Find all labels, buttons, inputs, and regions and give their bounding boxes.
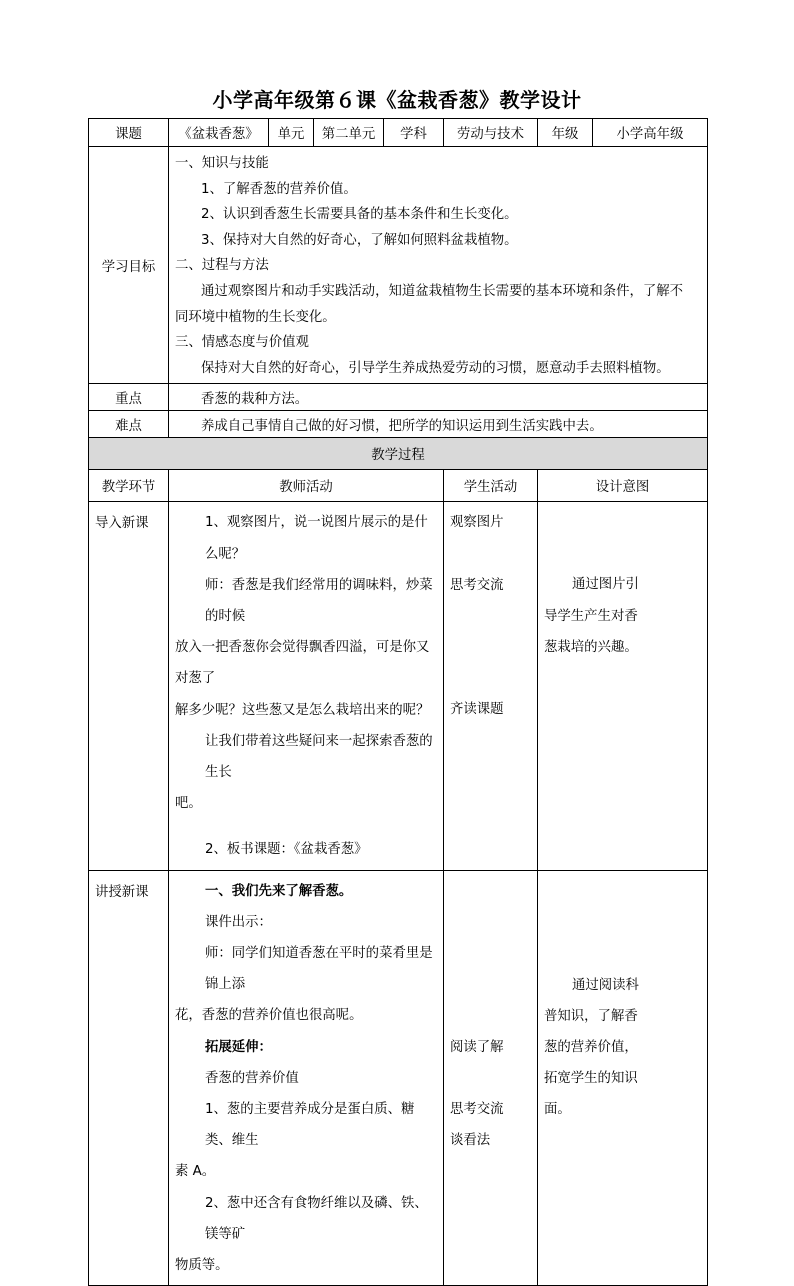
lesson-student-1: 阅读了解 <box>450 1039 504 1055</box>
lesson-teacher-line-7: 1、葱的主要营养成分是蛋白质、糖类、维生 <box>205 1102 415 1149</box>
course-label: 课题 <box>89 119 169 147</box>
unit-label: 单元 <box>269 119 314 147</box>
intro-row <box>89 502 708 870</box>
unit-value: 第二单元 <box>314 119 384 147</box>
lesson-teacher-line-3: 师：同学们知道香葱在平时的菜肴里是锦上添 <box>205 945 433 993</box>
intro-teacher-line-6: 吧。 <box>175 796 202 812</box>
lesson-plan-table <box>88 118 708 1286</box>
lesson-teacher-line-10: 物质等。 <box>175 1258 229 1274</box>
difficulty-value: 养成自己事情自己做的好习惯，把所学的知识运用到生活实践中去。 <box>169 411 708 438</box>
col-stage: 教学环节 <box>89 470 169 502</box>
subject-label: 学科 <box>384 119 444 147</box>
lesson-student-2: 思考交流 <box>450 1101 504 1117</box>
process-band-row <box>89 438 708 470</box>
lesson-student <box>444 870 538 1286</box>
page-title: 小学高年级第６课《盆栽香葱》教学设计 <box>212 88 582 112</box>
goals-content <box>169 147 708 384</box>
lesson-teacher <box>169 870 444 1286</box>
lesson-stage: 讲授新课 <box>89 870 169 1286</box>
col-student: 学生活动 <box>444 470 538 502</box>
intro-teacher-line-5: 让我们带着这些疑问来一起探索香葱的生长 <box>205 733 433 780</box>
grade-label: 年级 <box>538 119 593 147</box>
goals-process-text: 通过观察图片和动手实践活动，知道盆栽植物生长需要的基本环境和条件，了解不 <box>201 283 684 299</box>
col-design: 设计意图 <box>538 470 708 502</box>
grade-value: 小学高年级 <box>593 119 708 147</box>
goals-row <box>89 147 708 384</box>
lesson-design-4: 拓宽学生的知识 <box>544 1071 638 1087</box>
process-header-row <box>89 470 708 502</box>
lesson-design-1: 通过阅读科 <box>572 977 639 993</box>
key-point-row <box>89 384 708 411</box>
lesson-teacher-line-1: 一、我们先来了解香葱。 <box>205 883 353 899</box>
process-band: 教学过程 <box>89 438 708 470</box>
goals-heading-3: 三、情感态度与价值观 <box>175 335 309 351</box>
intro-design <box>538 502 708 870</box>
goals-label: 学习目标 <box>89 147 169 384</box>
intro-student-1: 观察图片 <box>450 515 504 531</box>
lesson-teacher-line-9: 2、葱中还含有食物纤维以及磷、铁、镁等矿 <box>205 1195 428 1242</box>
goals-item-1: 1、了解香葱的营养价值。 <box>201 181 357 197</box>
intro-teacher-line-7: 2、板书课题：《盆栽香葱》 <box>205 842 368 858</box>
lesson-teacher-line-8: 素 A。 <box>175 1164 216 1180</box>
intro-teacher-line-3: 放入一把香葱你会觉得飘香四溢，可是你又对葱了 <box>175 640 430 687</box>
lesson-student-3: 谈看法 <box>450 1132 491 1148</box>
intro-stage: 导入新课 <box>89 502 169 870</box>
key-point-value: 香葱的栽种方法。 <box>169 384 708 411</box>
goals-heading-1: 一、知识与技能 <box>175 156 269 171</box>
lesson-teacher-line-4: 花，香葱的营养价值也很高呢。 <box>175 1008 363 1024</box>
goals-process-text-cont: 同环境中植物的生长变化。 <box>175 309 336 325</box>
goals-item-2: 2、认识到香葱生长需要具备的基本条件和生长变化。 <box>201 207 518 223</box>
lesson-design-2: 普知识，了解香 <box>544 1008 638 1024</box>
lesson-design-3: 葱的营养价值， <box>544 1039 638 1055</box>
header-row <box>89 119 708 147</box>
intro-design-3: 葱栽培的兴趣。 <box>544 639 638 655</box>
subject-value: 劳动与技术 <box>444 119 538 147</box>
intro-teacher-line-4: 解多少呢？这些葱又是怎么栽培出来的呢？ <box>175 702 430 718</box>
course-value: 《盆栽香葱》 <box>169 119 269 147</box>
intro-student-3: 齐读课题 <box>450 701 504 717</box>
lesson-teacher-line-6: 香葱的营养价值 <box>205 1070 299 1086</box>
goals-heading-2: 二、过程与方法 <box>175 258 269 274</box>
lesson-design <box>538 870 708 1286</box>
lesson-design-5: 面。 <box>544 1102 571 1118</box>
intro-teacher <box>169 502 444 870</box>
lesson-teacher-line-2: 课件出示： <box>205 914 272 930</box>
intro-teacher-line-1: 1、观察图片，说一说图片展示的是什么呢？ <box>205 515 428 562</box>
intro-student-2: 思考交流 <box>450 577 504 593</box>
lesson-row <box>89 870 708 1286</box>
goals-item-3: 3、保持对大自然的好奇心，了解如何照料盆栽植物。 <box>201 232 518 248</box>
goals-attitude-text: 保持对大自然的好奇心，引导学生养成热爱劳动的习惯，愿意动手去照料植物。 <box>201 360 670 376</box>
difficulty-label: 难点 <box>89 411 169 438</box>
intro-student <box>444 502 538 870</box>
lesson-teacher-line-5: 拓展延伸： <box>205 1039 272 1055</box>
col-teacher: 教师活动 <box>169 470 444 502</box>
intro-design-2: 导学生产生对香 <box>544 608 638 624</box>
difficulty-row <box>89 411 708 438</box>
intro-teacher-line-2: 师：香葱是我们经常用的调味料，炒菜的时候 <box>205 577 433 624</box>
key-point-label: 重点 <box>89 384 169 411</box>
intro-design-1: 通过图片引 <box>572 577 639 593</box>
